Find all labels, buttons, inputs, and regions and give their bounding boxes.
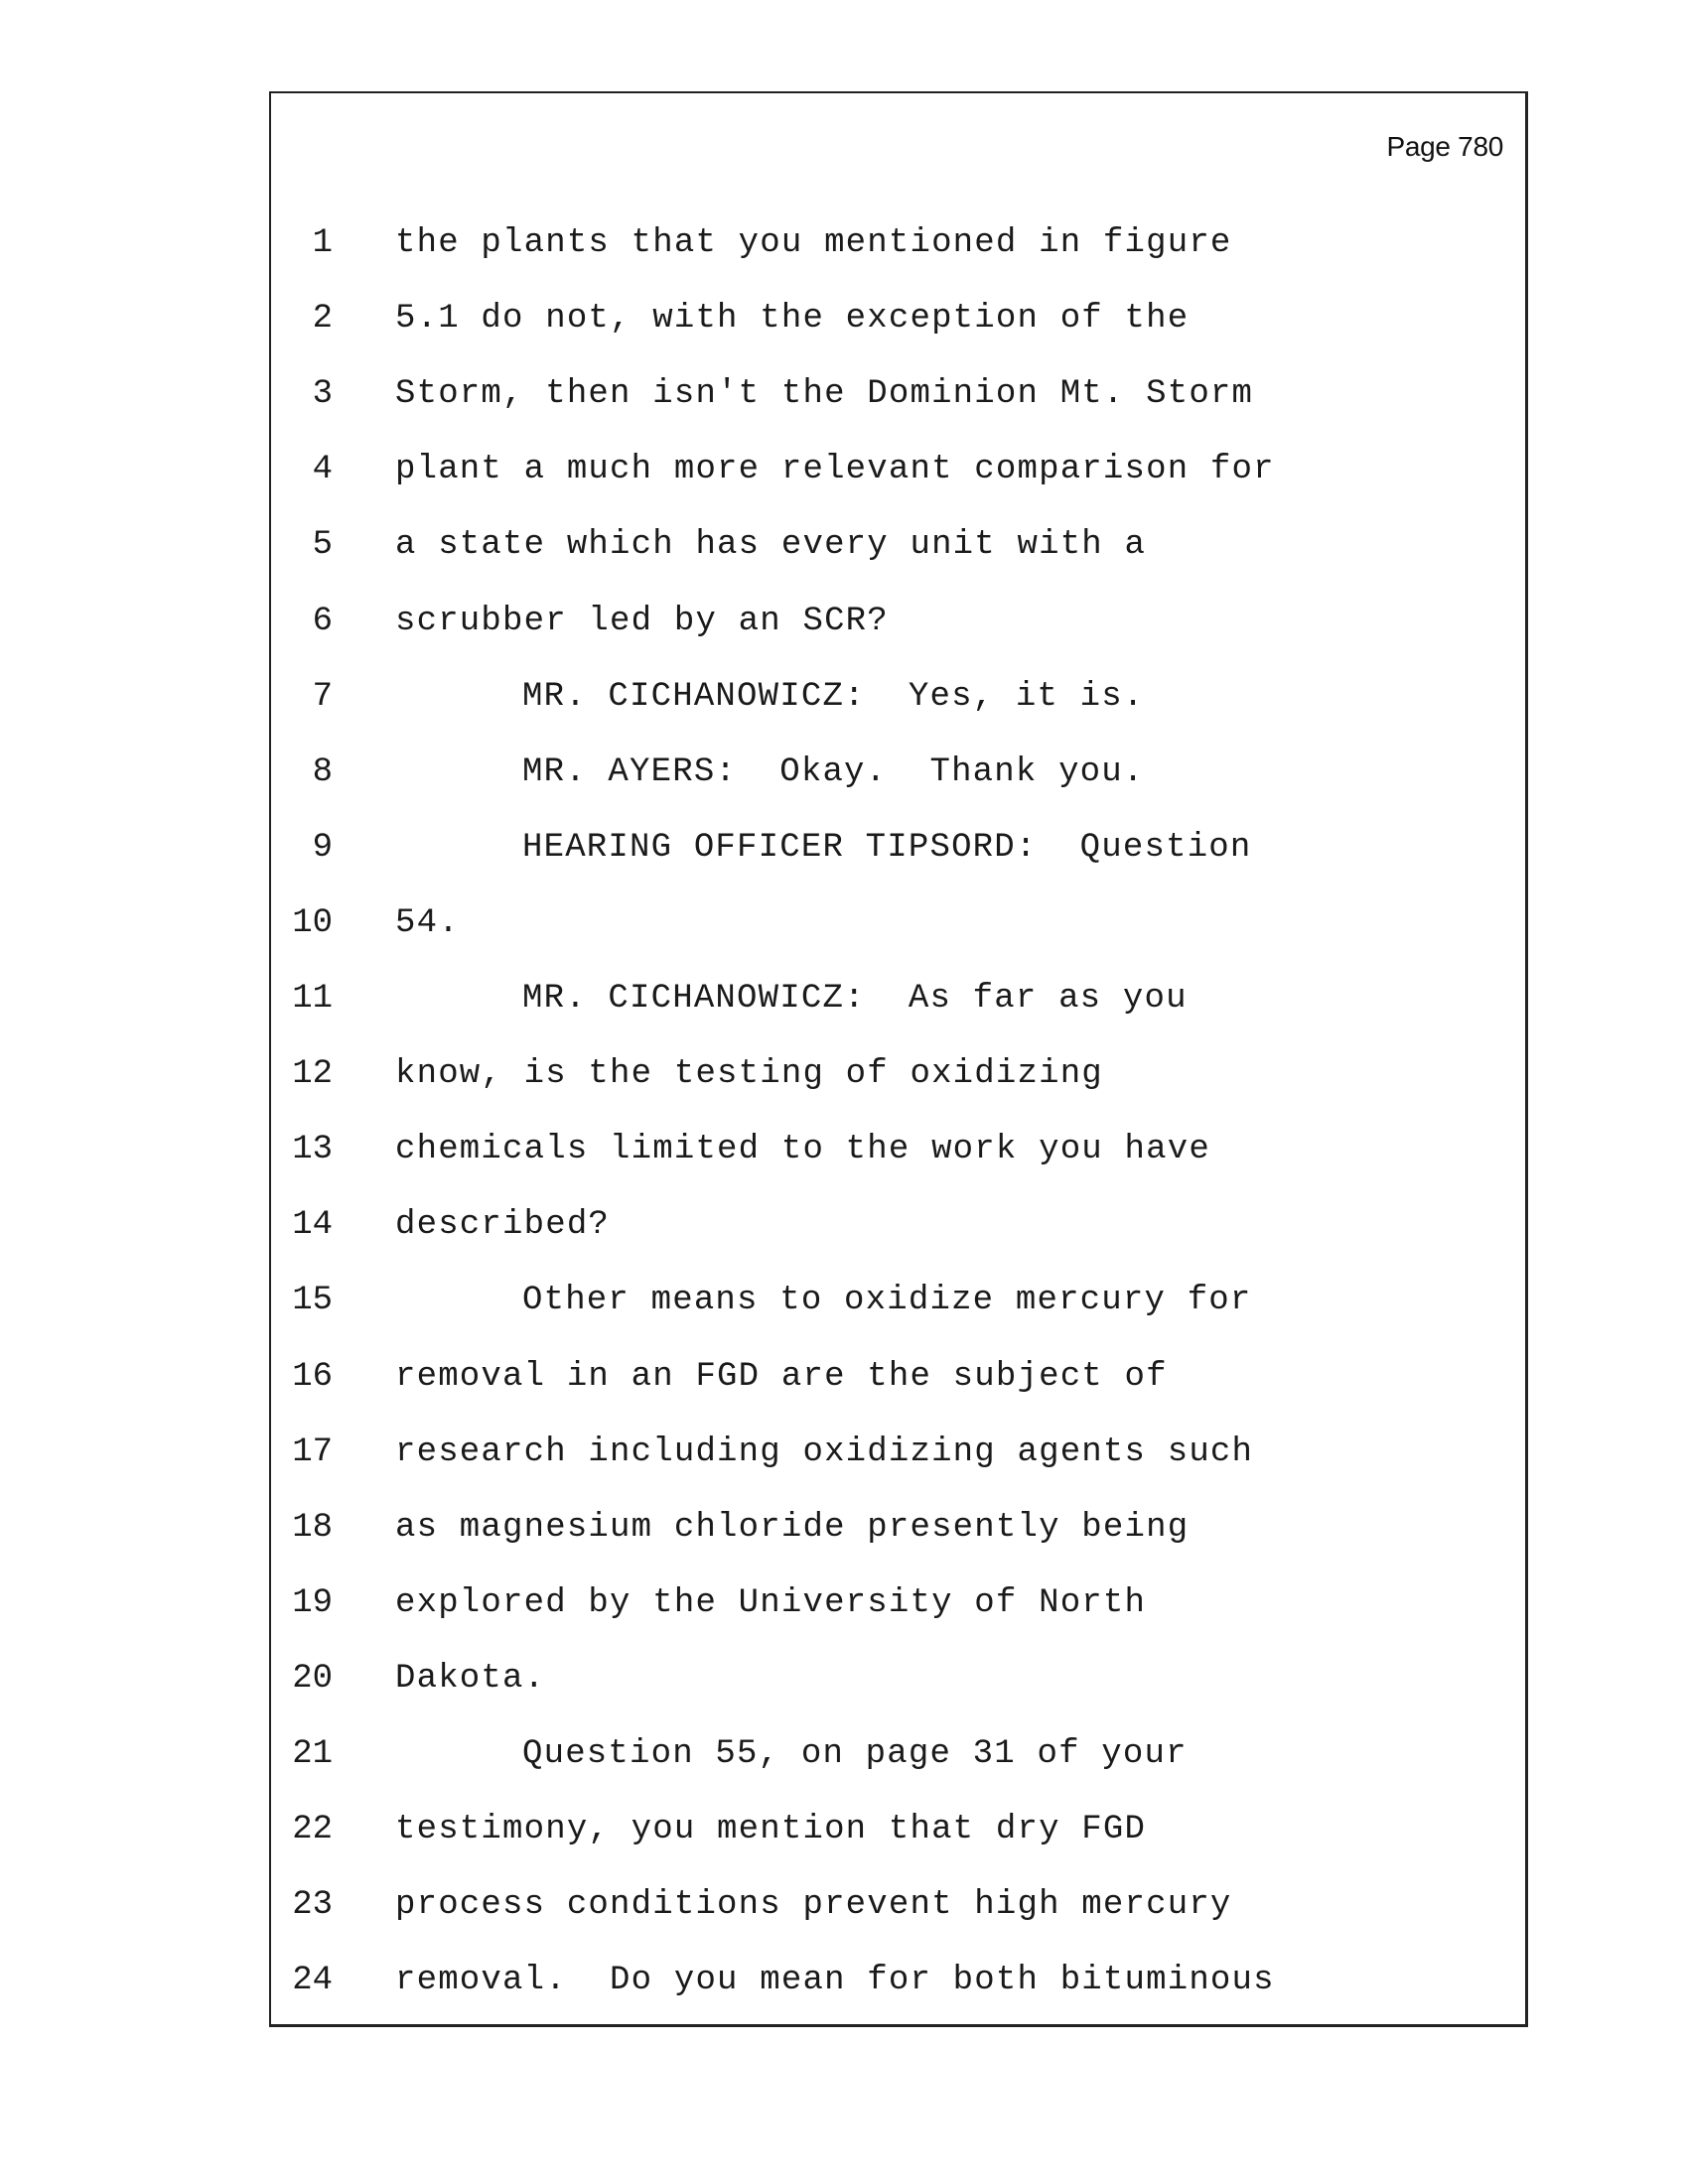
transcript-line xyxy=(271,1055,1525,1115)
line-number: 20 xyxy=(292,1659,333,1698)
transcript-line xyxy=(271,1433,1525,1493)
transcript-line xyxy=(271,300,1525,359)
line-number: 14 xyxy=(292,1206,333,1245)
line-text: explored by the University of North xyxy=(395,1583,1147,1622)
transcript-line xyxy=(271,678,1525,738)
line-number: 1 xyxy=(312,224,333,262)
line-text: Storm, then isn't the Dominion Mt. Storm xyxy=(395,375,1254,414)
line-number: 17 xyxy=(292,1433,333,1471)
line-number: 8 xyxy=(312,752,333,791)
line-number: 19 xyxy=(292,1583,333,1622)
line-number: 18 xyxy=(292,1508,333,1547)
transcript-line xyxy=(271,753,1525,813)
line-text: chemicals limited to the work you have xyxy=(395,1131,1210,1169)
line-number: 9 xyxy=(312,828,333,867)
line-number: 23 xyxy=(292,1886,333,1925)
transcript-line xyxy=(271,1206,1525,1266)
transcript-line xyxy=(271,1811,1525,1870)
line-text: MR. CICHANOWICZ: Yes, it is. xyxy=(522,677,1145,716)
line-text: 5.1 do not, with the exception of the xyxy=(395,300,1190,339)
transcript-line xyxy=(271,1886,1525,1946)
line-number: 4 xyxy=(312,451,333,489)
transcript-line xyxy=(271,1358,1525,1418)
line-text: Question 55, on page 31 of your xyxy=(522,1735,1188,1773)
line-text: scrubber led by an SCR? xyxy=(395,602,889,640)
line-number: 10 xyxy=(292,903,333,942)
line-number: 12 xyxy=(292,1055,333,1094)
line-text: the plants that you mentioned in figure xyxy=(395,224,1232,262)
line-number: 15 xyxy=(292,1282,333,1320)
transcript-line xyxy=(271,526,1525,586)
line-text: HEARING OFFICER TIPSORD: Question xyxy=(522,828,1252,867)
transcript-line xyxy=(271,603,1525,662)
line-text: know, is the testing of oxidizing xyxy=(395,1055,1103,1094)
line-number: 2 xyxy=(312,300,333,339)
line-number: 21 xyxy=(292,1735,333,1773)
line-text: removal. Do you mean for both bituminous xyxy=(395,1962,1275,2000)
line-number: 7 xyxy=(312,677,333,716)
transcript-line xyxy=(271,1962,1525,2021)
line-number: 22 xyxy=(292,1811,333,1849)
transcript-line xyxy=(271,1509,1525,1569)
line-text: as magnesium chloride presently being xyxy=(395,1508,1190,1547)
line-text: 54. xyxy=(395,903,460,942)
transcript-line xyxy=(271,980,1525,1039)
transcript-line xyxy=(271,1735,1525,1795)
line-text: Other means to oxidize mercury for xyxy=(522,1282,1252,1320)
line-text: MR. AYERS: Okay. Thank you. xyxy=(522,752,1145,791)
page-number: Page 780 xyxy=(1386,131,1503,162)
transcript-line xyxy=(271,1131,1525,1190)
transcript-line xyxy=(271,904,1525,964)
transcript-line xyxy=(271,375,1525,435)
line-number: 24 xyxy=(292,1962,333,2000)
transcript-line xyxy=(271,1660,1525,1719)
line-number: 6 xyxy=(312,602,333,640)
transcript-line xyxy=(271,829,1525,888)
line-number: 13 xyxy=(292,1131,333,1169)
line-text: process conditions prevent high mercury xyxy=(395,1886,1232,1925)
line-text: removal in an FGD are the subject of xyxy=(395,1357,1168,1396)
line-text: described? xyxy=(395,1206,611,1245)
line-number: 16 xyxy=(292,1357,333,1396)
transcript-page xyxy=(269,91,1528,2027)
transcript-line xyxy=(271,1282,1525,1341)
line-number: 3 xyxy=(312,375,333,414)
line-text: a state which has every unit with a xyxy=(395,526,1147,565)
line-text: MR. CICHANOWICZ: As far as you xyxy=(522,980,1188,1018)
transcript-line xyxy=(271,224,1525,284)
transcript-line xyxy=(271,1584,1525,1644)
line-text: plant a much more relevant comparison for xyxy=(395,451,1275,489)
line-number: 5 xyxy=(312,526,333,565)
line-text: Dakota. xyxy=(395,1659,546,1698)
line-text: research including oxidizing agents such xyxy=(395,1433,1254,1471)
line-number: 11 xyxy=(292,980,333,1018)
transcript-line xyxy=(271,451,1525,510)
line-text: testimony, you mention that dry FGD xyxy=(395,1811,1147,1849)
